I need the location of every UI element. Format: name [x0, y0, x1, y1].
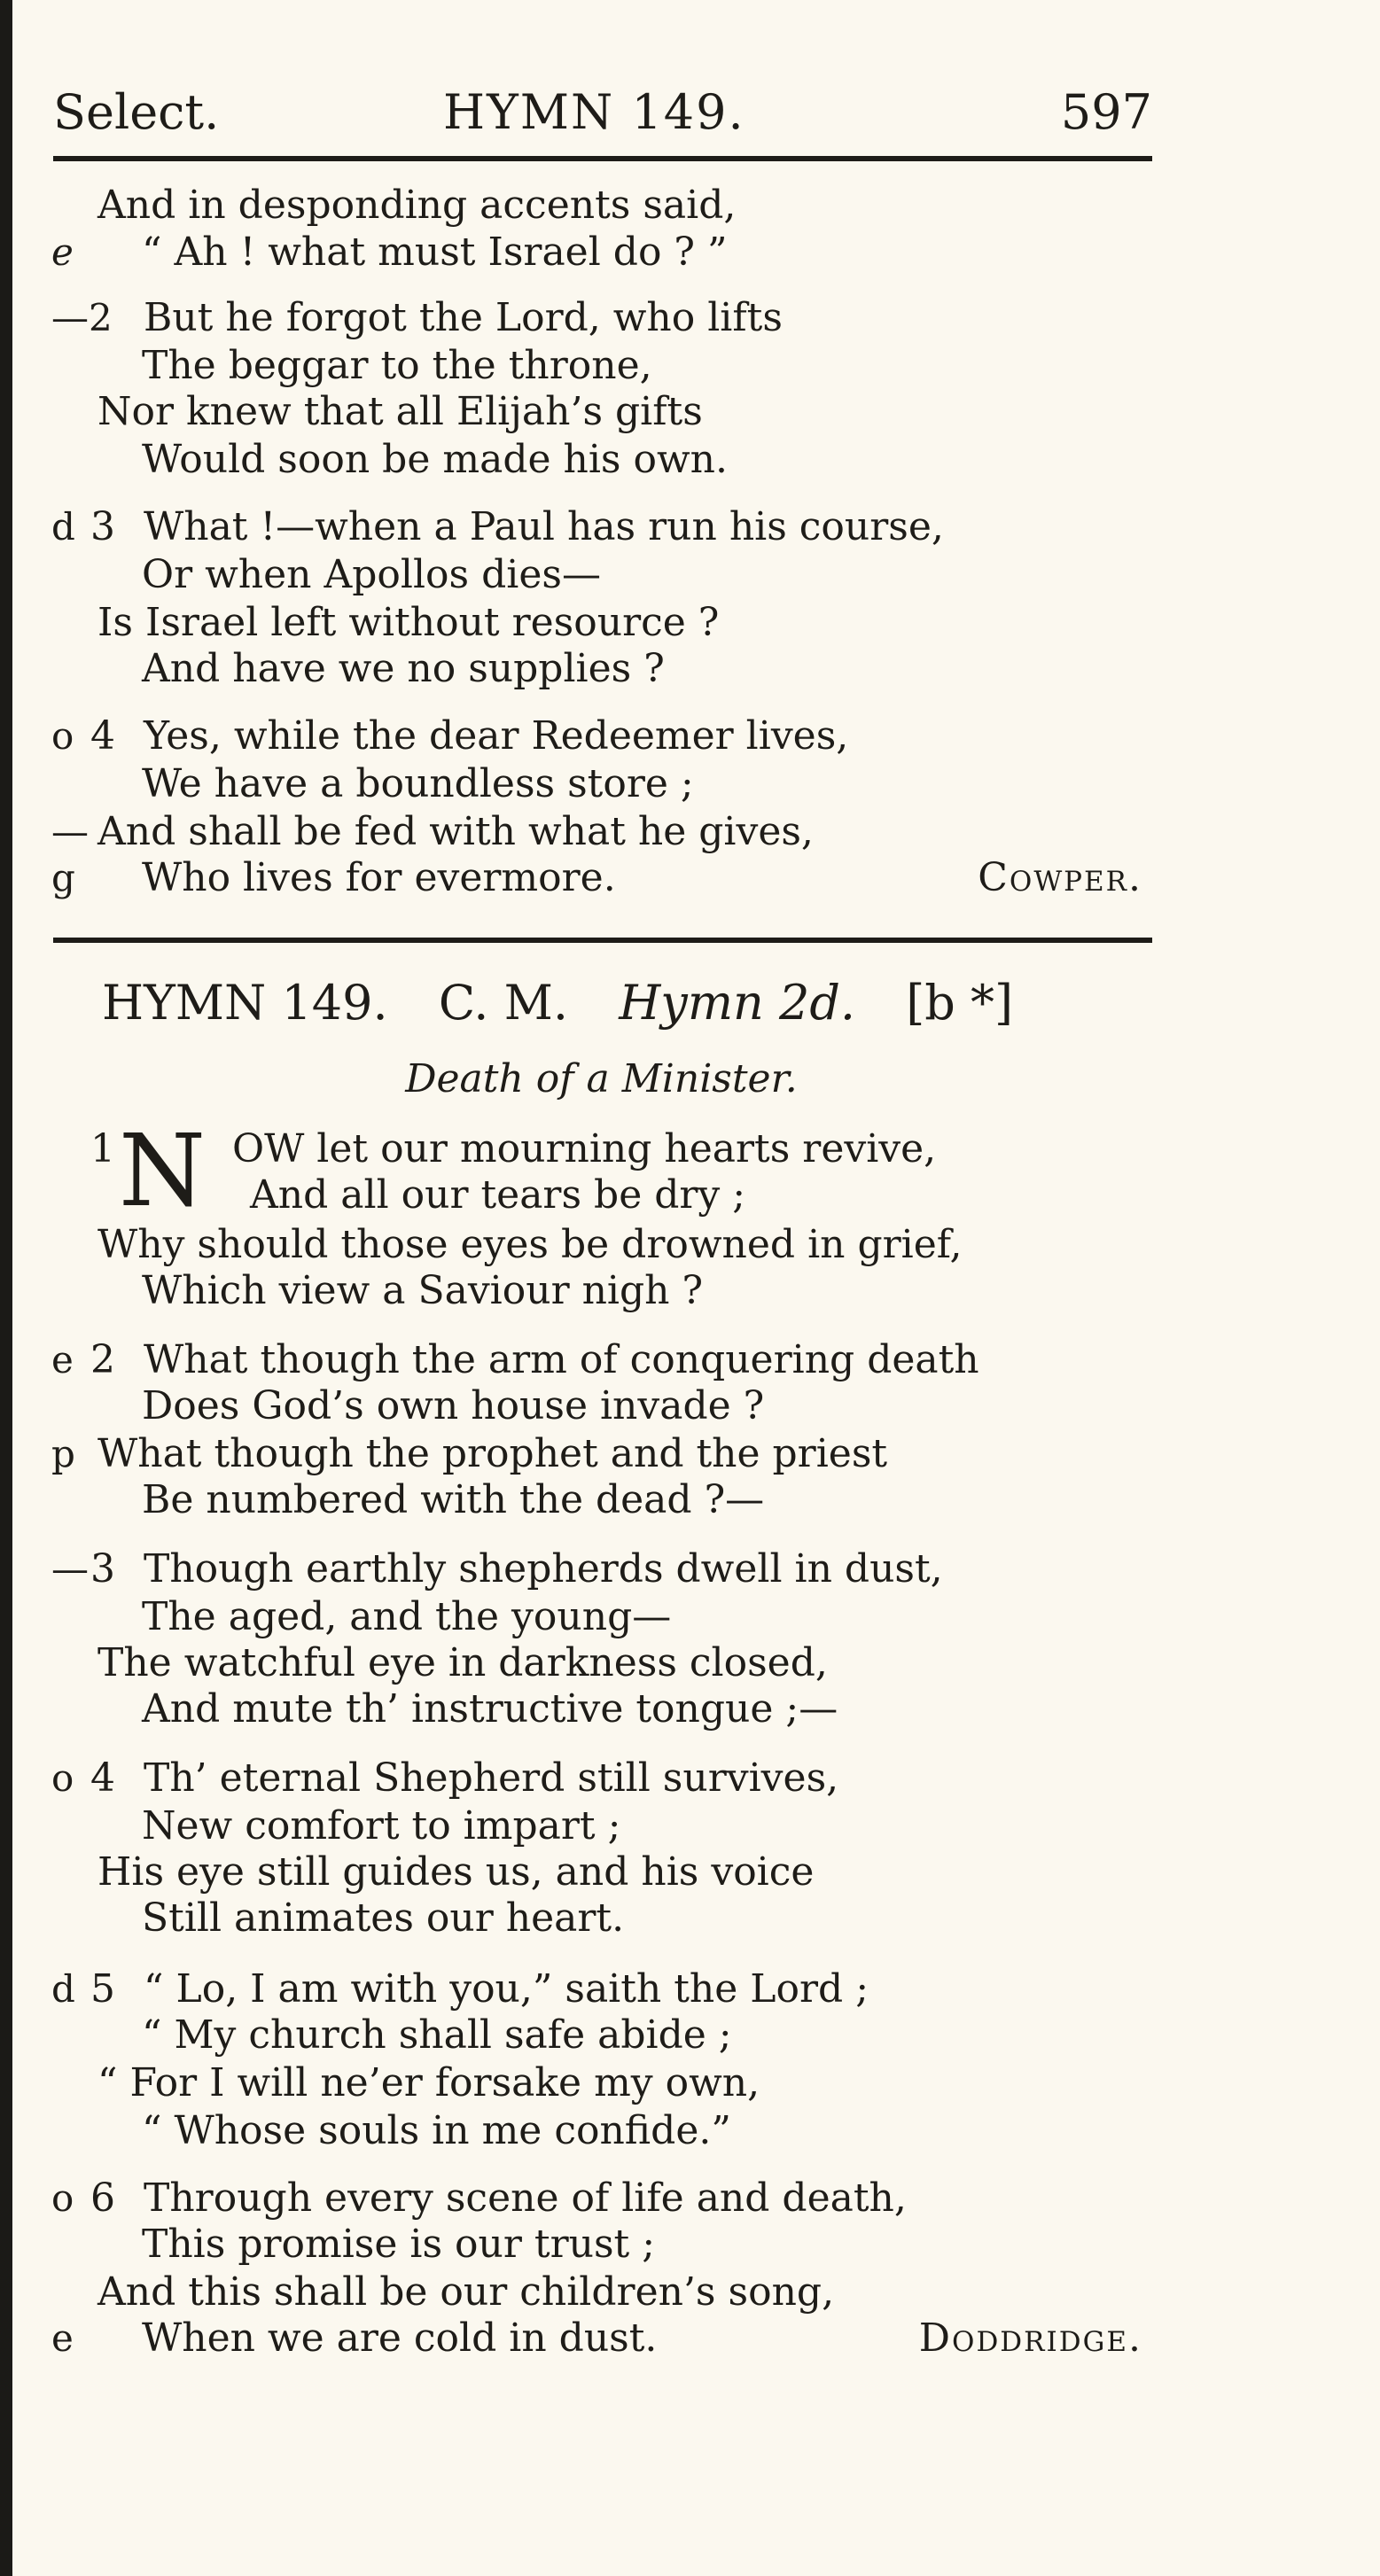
verse-line: [0, 229, 1380, 276]
verse-text: Or when Apollos dies—: [142, 552, 601, 597]
verse-line: [0, 294, 1380, 342]
verse-text: When we are cold in dust.: [142, 2315, 658, 2361]
verse-text: “ Ah ! what must Israel do ? ”: [142, 230, 728, 275]
verse-number: 1: [90, 1126, 115, 1171]
verse-text: Through every scene of life and death,: [144, 2175, 907, 2221]
verse-line: [0, 1221, 1380, 1269]
verse-line: [0, 2107, 1380, 2155]
verse-line: [0, 1125, 1380, 1173]
verse-line: [0, 436, 1380, 484]
verse-line: [0, 1755, 1380, 1802]
verse-text: We have a boundless store ;: [142, 761, 694, 806]
verse-text: Nor knew that all Elijah’s gifts: [97, 389, 703, 434]
verse-line: [0, 808, 1380, 856]
verse-text: And this shall be our children’s song,: [97, 2269, 835, 2315]
hymn-author: Cowper.: [978, 855, 1142, 900]
header-title: HYMN 149.: [443, 84, 745, 140]
hymn-author: Doddridge.: [918, 2315, 1142, 2361]
verse-line: [0, 1802, 1380, 1850]
verse-text: The beggar to the throne,: [142, 343, 652, 388]
verse-text: Does God’s own house invade ?: [142, 1383, 765, 1428]
verse-number: 5: [90, 1966, 115, 2012]
verse-text: What though the arm of conquering death: [144, 1337, 979, 1382]
verse-number: 4: [90, 713, 115, 759]
verse-number: 3: [90, 1546, 115, 1592]
verse-line: [0, 599, 1380, 647]
verse-number: 6: [90, 2175, 115, 2221]
verse-text: “ For I will ne’er forsake my own,: [97, 2060, 760, 2105]
verse-text: Be numbered with the dead ?—: [142, 1477, 765, 1522]
verse-line: [0, 2012, 1380, 2059]
verse-line: [0, 1476, 1380, 1524]
verse-line: [0, 1171, 1380, 1219]
page-number: 597: [1060, 84, 1152, 140]
header-rule: [53, 156, 1152, 161]
verse-text: Would soon be made his own.: [142, 437, 728, 482]
verse-line: [0, 854, 1380, 902]
verse-number: 2: [90, 1337, 115, 1382]
verse-line: [0, 1848, 1380, 1896]
verse-text: Though earthly shepherds dwell in dust,: [144, 1546, 943, 1592]
verse-text: And mute th’ instructive tongue ;—: [142, 1686, 838, 1732]
verse-number: 3: [90, 504, 115, 549]
verse-line: [0, 182, 1380, 230]
dynamic-mark: p: [51, 1432, 75, 1475]
verse-line: [0, 2269, 1380, 2316]
verse-line: [0, 388, 1380, 436]
verse-text: And have we no supplies ?: [142, 646, 665, 691]
verse-text: And shall be fed with what he gives,: [97, 809, 814, 854]
hymn-number: HYMN 149.: [102, 975, 388, 1031]
verse-text: “ Whose souls in me confide.”: [142, 2108, 731, 2153]
verse-line: [0, 712, 1380, 760]
verse-text: What though the prophet and the priest: [97, 1431, 888, 1476]
hymn-subtitle: Death of a Minister.: [405, 1056, 798, 1101]
verse-line: [0, 1545, 1380, 1593]
hymn-heading: [102, 968, 1049, 1039]
running-header: [53, 82, 1152, 144]
header-section: Select.: [53, 84, 220, 140]
verse-text: What !—when a Paul has run his course,: [144, 504, 944, 549]
verse-line: [0, 1382, 1380, 1430]
dynamic-mark: —: [51, 1547, 89, 1591]
dynamic-mark: e: [51, 2316, 74, 2360]
dynamic-mark: o: [51, 714, 74, 758]
verse-line: [0, 2175, 1380, 2222]
verse-line: [0, 2221, 1380, 2269]
verse-text: Th’ eternal Shepherd still survives,: [144, 1755, 839, 1801]
drop-cap: N: [119, 1114, 206, 1229]
verse-line: [0, 1965, 1380, 2013]
verse-text: New comfort to impart ;: [142, 1803, 621, 1848]
verse-line: [0, 1267, 1380, 1315]
verse-line: [0, 1593, 1380, 1641]
hymn-book: Hymn 2d.: [619, 975, 856, 1031]
verse-line: [0, 645, 1380, 693]
verse-text: And all our tears be dry ;: [250, 1172, 746, 1218]
verse-text: Still animates our heart.: [142, 1895, 625, 1941]
verse-text: His eye still guides us, and his voice: [97, 1849, 815, 1895]
verse-line: [0, 551, 1380, 599]
verse-text: Yes, while the dear Redeemer lives,: [144, 713, 849, 759]
verse-text: And in desponding accents said,: [97, 183, 737, 228]
verse-text: The aged, and the young—: [142, 1594, 672, 1639]
dynamic-mark: d: [51, 1967, 75, 2011]
verse-text: “ My church shall safe abide ;: [142, 2012, 732, 2058]
verse-line: [0, 1685, 1380, 1733]
verse-text: This promise is our trust ;: [142, 2222, 656, 2267]
verse-text: Is Israel left without resource ?: [97, 600, 720, 645]
verse-line: [0, 1639, 1380, 1687]
dynamic-mark: —2: [51, 296, 113, 339]
verse-text: Who lives for evermore.: [142, 855, 616, 900]
verse-text: Which view a Saviour nigh ?: [142, 1268, 704, 1313]
verse-line: [0, 2315, 1380, 2362]
verse-line: [0, 2059, 1380, 2107]
verse-text: But he forgot the Lord, who lifts: [144, 295, 783, 340]
dynamic-mark: —: [51, 810, 89, 853]
verse-text: The watchful eye in darkness closed,: [97, 1640, 828, 1685]
verse-line: [0, 503, 1380, 551]
dynamic-mark: e: [51, 230, 74, 274]
verse-line: [0, 342, 1380, 390]
verse-line: [0, 1895, 1380, 1942]
verse-text: “ Lo, I am with you,” saith the Lord ;: [144, 1966, 869, 2012]
verse-line: [0, 1430, 1380, 1478]
dynamic-mark: o: [51, 1756, 74, 1800]
verse-text: OW let our mourning hearts revive,: [232, 1126, 937, 1171]
verse-text: Why should those eyes be drowned in grief,: [97, 1222, 963, 1267]
dynamic-mark: o: [51, 2176, 74, 2220]
verse-line: [0, 760, 1380, 808]
verse-number: 4: [90, 1755, 115, 1801]
dynamic-mark: d: [51, 505, 75, 549]
hymn-tag: [b *]: [906, 975, 1014, 1031]
hymn-meter: C. M.: [438, 975, 569, 1031]
hymn-separator-rule: [53, 938, 1152, 943]
verse-line: [0, 1336, 1380, 1384]
dynamic-mark: g: [51, 856, 75, 899]
dynamic-mark: e: [51, 1338, 74, 1381]
